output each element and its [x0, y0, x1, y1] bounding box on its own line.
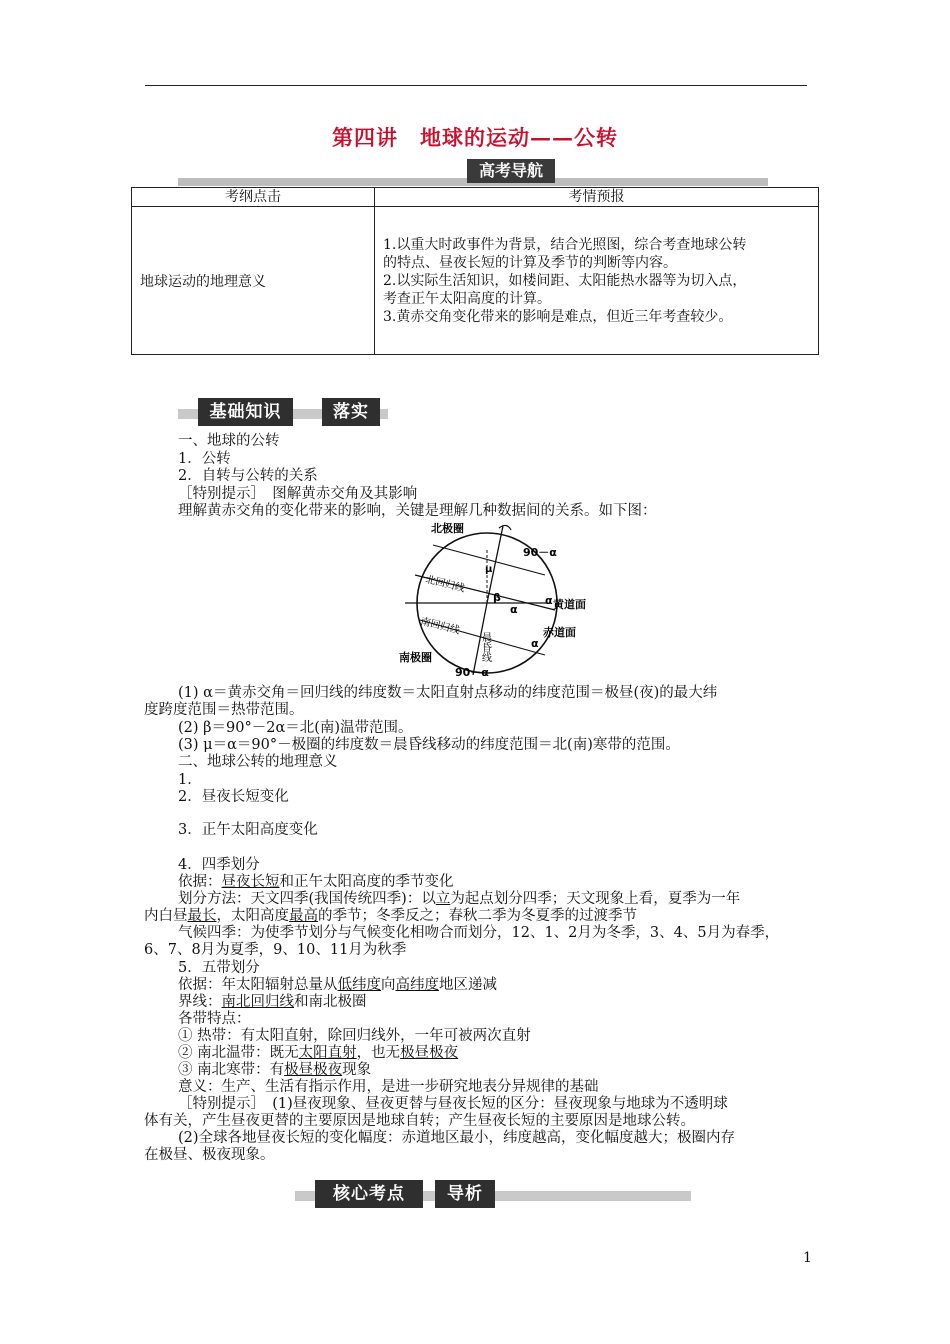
text-line: 划分方法：天文四季(我国传统四季)：以立为起点划分四季；天文现象上看，夏季为一年 — [178, 891, 741, 907]
text-line: 依据：昼夜长短和正午太阳高度的季节变化 — [178, 874, 454, 890]
diagram-label-ecliptic: 黄道面 — [553, 598, 586, 611]
section-right-label: 落实 — [322, 398, 380, 426]
forecast-line: 3.黄赤交角变化带来的影响是难点，但近三年考查较少。 — [383, 308, 733, 325]
forecast-cell — [375, 207, 819, 355]
diagram-label-alpha-c: α — [531, 637, 539, 650]
text-line: 6、7、8月为夏季，9、10、11月为秋季 — [144, 942, 407, 958]
diagram-label-alpha-a: α — [510, 603, 518, 616]
exam-table — [131, 187, 819, 355]
text-line: 意义：生产、生活有指示作用，是进一步研究地表分异规律的基础 — [178, 1079, 599, 1095]
forecast-line: 2.以实际生活知识，如楼间距、太阳能热水器等为切入点， — [383, 272, 747, 289]
page-number: 1 — [803, 1250, 812, 1266]
section-left-label: 核心考点 — [315, 1180, 423, 1208]
diagram-label-tropic-n: 北回归线 — [424, 574, 466, 595]
text-line: (3) μ＝α＝90°－极圈的纬度数＝晨昏线移动的纬度范围＝北(南)寒带的范围。 — [178, 737, 680, 753]
forecast-line: 的特点、昼夜长短的计算及季节的判断等内容。 — [383, 254, 677, 271]
section-left-label: 基础知识 — [198, 398, 293, 426]
text-line: 4．四季划分 — [178, 857, 260, 873]
outline-point: 地球运动的地理意义 — [132, 207, 375, 355]
diagram-label-alpha-b: α — [545, 594, 553, 607]
text-line: 一、地球的公转 — [178, 433, 280, 449]
diagram-label-beta: β — [493, 591, 501, 604]
section-basic-knowledge — [178, 398, 388, 428]
text-line: 各带特点： — [178, 1011, 251, 1027]
text-line: ［特别提示］ (1)昼夜现象、昼夜更替与昼夜长短的区分：昼夜现象与地球为不透明球 — [178, 1096, 728, 1112]
top-rule — [145, 85, 807, 86]
text-line: 度跨度范围＝热带范围。 — [144, 702, 304, 718]
col-header-outline: 考纲点击 — [132, 188, 375, 207]
text-line: ① 热带：有太阳直射，除回归线外，一年可被两次直射 — [178, 1028, 531, 1044]
text-line: 在极昼、极夜现象。 — [144, 1147, 275, 1163]
text-line: 内白昼最长，太阳高度最高的季节；冬季反之；春秋二季为冬夏季的过渡季节 — [144, 908, 637, 924]
section-right-label: 导析 — [435, 1180, 495, 1208]
text-line: 体有关，产生昼夜更替的主要原因是地球自转；产生昼夜长短的主要原因是地球公转。 — [144, 1113, 695, 1129]
text-line: ② 南北温带：既无太阳直射，也无极昼极夜 — [178, 1045, 459, 1061]
text-line: (2)全球各地昼夜长短的变化幅度：赤道地区最小，纬度越高，变化幅度越大；极圈内存 — [178, 1130, 736, 1146]
exam-guide-badge: 高考导航 — [467, 159, 555, 183]
diagram-label-90-alpha-bottom: 90－α — [455, 666, 489, 679]
text-line: 2．昼夜长短变化 — [178, 789, 289, 805]
diagram-label-mu: μ — [485, 564, 493, 575]
text-line: 1． — [178, 772, 202, 788]
text-line: ③ 南北寒带：有极昼极夜现象 — [178, 1062, 372, 1078]
text-line: 理解黄赤交角的变化带来的影响，关键是理解几种数据间的关系。如下图： — [178, 503, 657, 519]
col-header-forecast: 考情预报 — [375, 188, 819, 207]
text-line: 界线：南北回归线和南北极圈 — [178, 994, 367, 1010]
text-line: 气候四季：为使季节划分与气候变化相吻合而划分，12、1、2月为冬季，3、4、5月为春季， — [178, 925, 780, 941]
diagram-label-terminator: 晨昏线 — [479, 632, 491, 662]
page-title: 第四讲 地球的运动——公转 — [332, 125, 618, 150]
text-line: (1) α＝黄赤交角＝回归线的纬度数＝太阳直射点移动的纬度范围＝极昼(夜)的最大纬 — [178, 685, 718, 701]
section-core-analysis — [295, 1180, 691, 1210]
obliquity-diagram — [395, 520, 625, 680]
text-line: ［特别提示］ 图解黄赤交角及其影响 — [178, 486, 418, 502]
forecast-line: 1.以重大时政事件为背景，结合光照图，综合考查地球公转 — [383, 236, 747, 253]
diagram-label-south-circle: 南极圈 — [399, 651, 432, 664]
diagram-label-90-alpha-top: 90－α — [523, 546, 557, 559]
diagram-label-equator-plane: 赤道面 — [543, 626, 576, 639]
diagram-label-north-circle: 北极圈 — [431, 522, 464, 535]
text-line: 2．自转与公转的关系 — [178, 468, 318, 484]
text-line: 5．五带划分 — [178, 960, 260, 976]
text-line: 二、地球公转的地理意义 — [178, 754, 338, 770]
diagram-label-tropic-s: 南回归线 — [419, 616, 461, 637]
text-line: 依据：年太阳辐射总量从低纬度向高纬度地区递减 — [178, 977, 497, 993]
text-line: 3．正午太阳高度变化 — [178, 822, 318, 838]
forecast-line: 考查正午太阳高度的计算。 — [383, 290, 551, 307]
text-line: 1．公转 — [178, 451, 231, 467]
text-line: (2) β＝90°－2α＝北(南)温带范围。 — [178, 720, 413, 736]
